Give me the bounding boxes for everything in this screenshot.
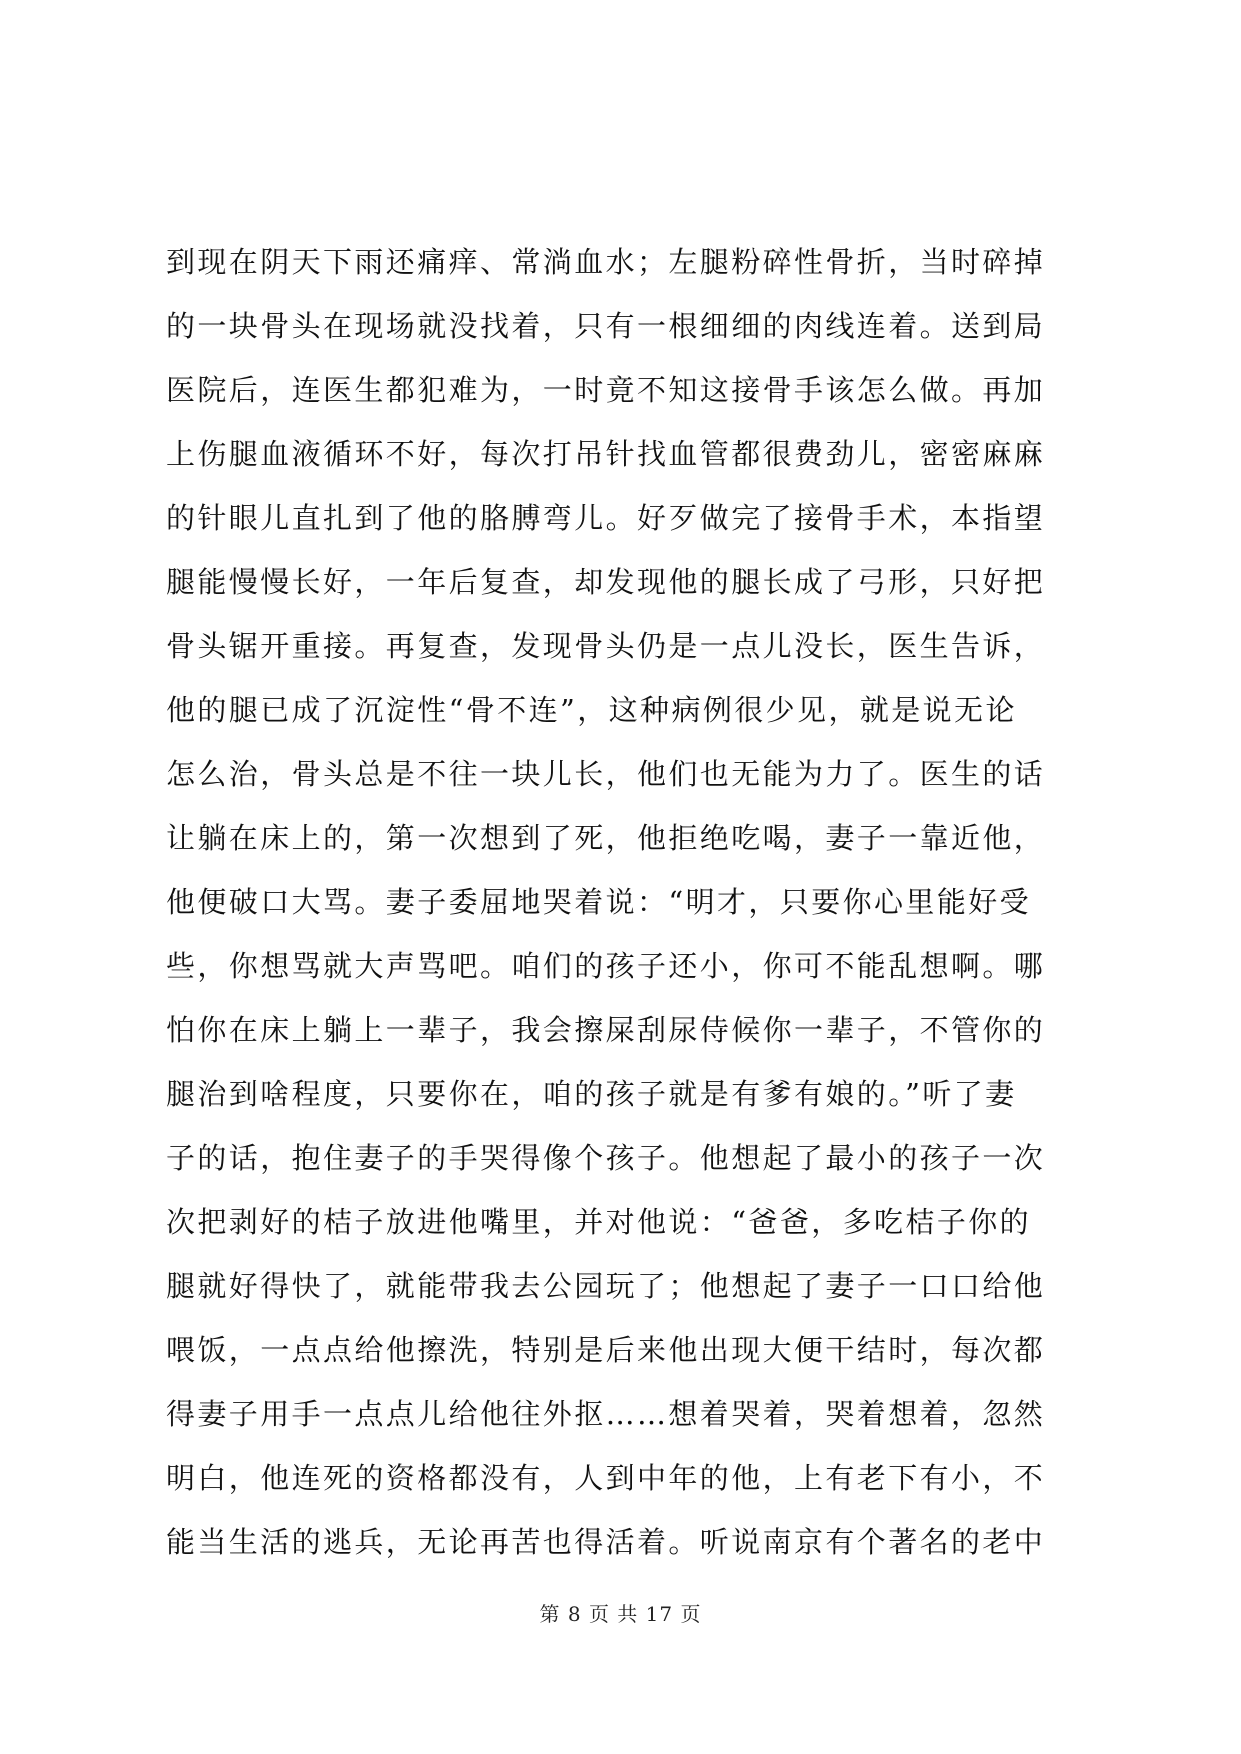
page-number-footer: 第 8 页 共 17 页 — [539, 1602, 702, 1626]
text-line-4: 上伤腿血液循环不好，每次打吊针找血管都很费劲儿，密密麻麻 — [166, 437, 1046, 471]
text-line-2: 的一块骨头在现场就没找着，只有一根细细的肉线连着。送到局 — [166, 309, 1046, 343]
text-line-10: 让躺在床上的，第一次想到了死，他拒绝吃喝，妻子一靠近他， — [166, 821, 1046, 855]
body-paragraph — [166, 230, 1090, 1574]
text-line-17: 腿就好得快了，就能带我去公园玩了；他想起了妻子一口口给他 — [166, 1269, 1046, 1303]
text-line-21: 能当生活的逃兵，无论再苦也得活着。听说南京有个著名的老中 — [166, 1525, 1046, 1559]
text-line-6: 腿能慢慢长好，一年后复查，却发现他的腿长成了弓形，只好把 — [166, 565, 1046, 599]
text-line-1: 到现在阴天下雨还痛痒、常淌血水；左腿粉碎性骨折，当时碎掉 — [166, 245, 1046, 279]
text-line-20: 明白，他连死的资格都没有，人到中年的他，上有老下有小，不 — [166, 1461, 1046, 1495]
text-line-11: 他便破口大骂。妻子委屈地哭着说：“明才，只要你心里能好受 — [166, 885, 1032, 919]
text-line-19: 得妻子用手一点点儿给他往外抠……想着哭着，哭着想着，忽然 — [166, 1397, 1046, 1431]
text-line-8: 他的腿已成了沉淀性“骨不连”，这种病例很少见，就是说无论 — [166, 693, 1017, 727]
text-line-14: 腿治到啥程度，只要你在，咱的孩子就是有爹有娘的。”听了妻 — [166, 1077, 1017, 1111]
text-line-12: 些，你想骂就大声骂吧。咱们的孩子还小，你可不能乱想啊。哪 — [166, 949, 1046, 983]
text-line-15: 子的话，抱住妻子的手哭得像个孩子。他想起了最小的孩子一次 — [166, 1141, 1046, 1175]
text-line-3: 医院后，连医生都犯难为，一时竟不知这接骨手该怎么做。再加 — [166, 373, 1046, 407]
text-line-7: 骨头锯开重接。再复查，发现骨头仍是一点儿没长，医生告诉， — [166, 629, 1046, 663]
text-line-16: 次把剥好的桔子放进他嘴里，并对他说：“爸爸，多吃桔子你的 — [166, 1205, 1032, 1239]
text-line-18: 喂饭，一点点给他擦洗，特别是后来他出现大便干结时，每次都 — [166, 1333, 1046, 1367]
text-line-13: 怕你在床上躺上一辈子，我会擦屎刮尿侍候你一辈子，不管你的 — [166, 1013, 1046, 1047]
text-line-9: 怎么治，骨头总是不往一块儿长，他们也无能为力了。医生的话 — [166, 757, 1046, 791]
text-line-5: 的针眼儿直扎到了他的胳膊弯儿。好歹做完了接骨手术，本指望 — [166, 501, 1046, 535]
